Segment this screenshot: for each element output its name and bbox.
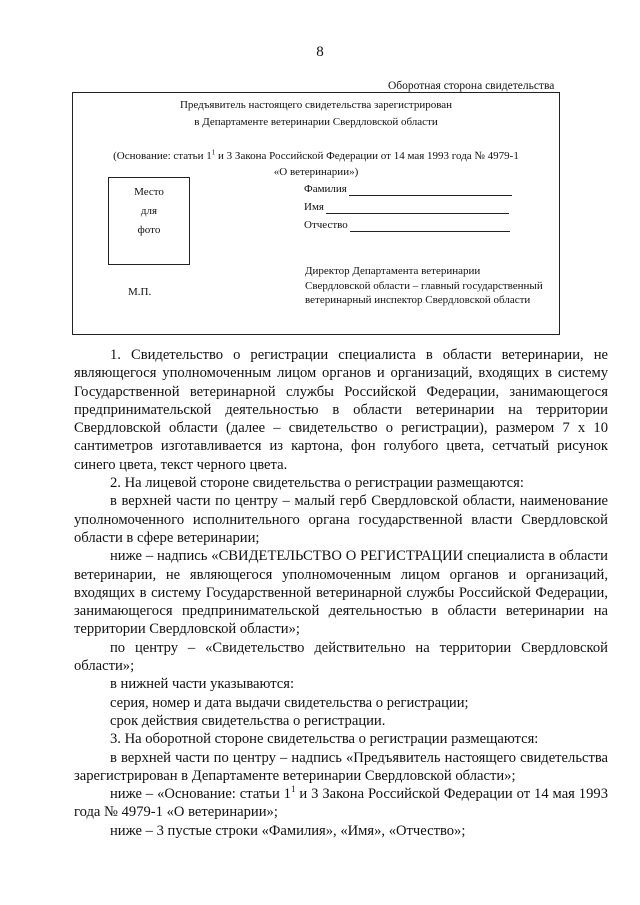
paragraph-2: 2. На лицевой стороне свидетельства о регистрации размещаются: — [110, 475, 524, 492]
basis-text-part2: и 3 Закона Российской Федерации от 14 мая 1993 года № 4979-1 — [215, 150, 519, 162]
paragraph-12: ниже – 3 пустые строки «Фамилия», «Имя», «Отчество»; — [110, 822, 466, 839]
basis-superscript: 1 — [211, 148, 216, 157]
paragraph-8: срок действия свидетельства о регистрации. — [110, 712, 386, 729]
photo-placeholder — [108, 177, 190, 265]
certificate-header-line2: в Департаменте ветеринарии Свердловской области — [194, 116, 438, 128]
director-line1: Директор Департамента ветеринарии — [305, 265, 481, 277]
surname-label: Фамилия — [304, 183, 347, 195]
paragraph-3: в верхней части по центру – малый герб Свердловской области, наименование уполномоченного исполнительного органа государственной власти Свердловской области в сфере ветеринарии; — [74, 493, 608, 546]
photo-label-line2: для — [140, 205, 158, 217]
surname-field — [304, 183, 512, 201]
patronymic-label: Отчество — [304, 219, 348, 231]
photo-label-line1: Место — [134, 186, 164, 198]
stamp-place: М.П. — [128, 286, 152, 298]
surname-blank-line — [349, 183, 512, 196]
director-line3: ветеринарный инспектор Свердловской области — [305, 294, 531, 306]
patronymic-field — [304, 219, 512, 237]
paragraph-6: в нижней части указываются: — [110, 676, 295, 693]
first-name-blank-line — [326, 201, 509, 214]
document-body — [74, 346, 608, 840]
certificate-basis-line2: «О ветеринарии») — [273, 166, 359, 178]
paragraph-10: в верхней части по центру – надпись «Предъявитель настоящего свидетельства зарегистрирован в Департаменте ветеринарии Свердловской области»; — [74, 749, 608, 784]
page-number: 8 — [316, 44, 324, 60]
paragraph-11 — [74, 785, 608, 822]
first-name-field — [304, 201, 512, 219]
back-side-label: Оборотная сторона свидетельства — [388, 80, 555, 92]
certificate-back-form — [72, 92, 560, 335]
director-line2: Свердловской области – главный государственный — [305, 279, 543, 292]
certificate-basis-line1 — [73, 150, 559, 162]
director-signature-block — [305, 264, 543, 308]
first-name-label: Имя — [304, 201, 324, 213]
paragraph-11-part2: и 3 Закона Российской Федерации от 14 мая 1993 года № 4979-1 «О ветеринарии»; — [74, 786, 608, 821]
paragraph-7: серия, номер и дата выдачи свидетельства о регистрации; — [110, 694, 469, 711]
paragraph-9: 3. На оборотной стороне свидетельства о регистрации размещаются: — [110, 731, 539, 748]
paragraph-1: 1. Свидетельство о регистрации специалиста в области ветеринарии, не являющегося уполномоченным лицом органов и организаций, входящих в систему Государственной ветеринарной службы Российской Федерации, занимающегося предпринимательской деятельностью в области ветеринарии на территории Свердловской области (далее – свидетельство о регистрации), размером 7 х 10 сантиметров изготавливается из картона, фон голубого цвета, сетчатый рисунок синего цвета, текст черного цвета. — [74, 347, 608, 473]
patronymic-blank-line — [350, 219, 510, 232]
paragraph-5: по центру – «Свидетельство действительно на территории Свердловской области»; — [74, 639, 608, 675]
paragraph-11-part1: ниже – «Основание: статьи 1 — [110, 786, 291, 803]
photo-label-line3: фото — [137, 224, 161, 236]
certificate-header-line1: Предъявитель настоящего свидетельства зарегистрирован — [179, 99, 453, 111]
basis-text-part1: (Основание: статьи 1 — [113, 150, 212, 162]
paragraph-4: ниже – надпись «СВИДЕТЕЛЬСТВО О РЕГИСТРАЦИИ специалиста в области ветеринарии, не являющегося уполномоченным лицом органов и организаций, входящих в систему Государственной ветеринарной службы Российской Федерации, занимающегося предпринимательской деятельностью в области ветеринарии на территории Свердловской области»; — [74, 548, 608, 638]
paragraph-11-superscript: 1 — [290, 784, 296, 795]
name-fields — [304, 183, 512, 237]
